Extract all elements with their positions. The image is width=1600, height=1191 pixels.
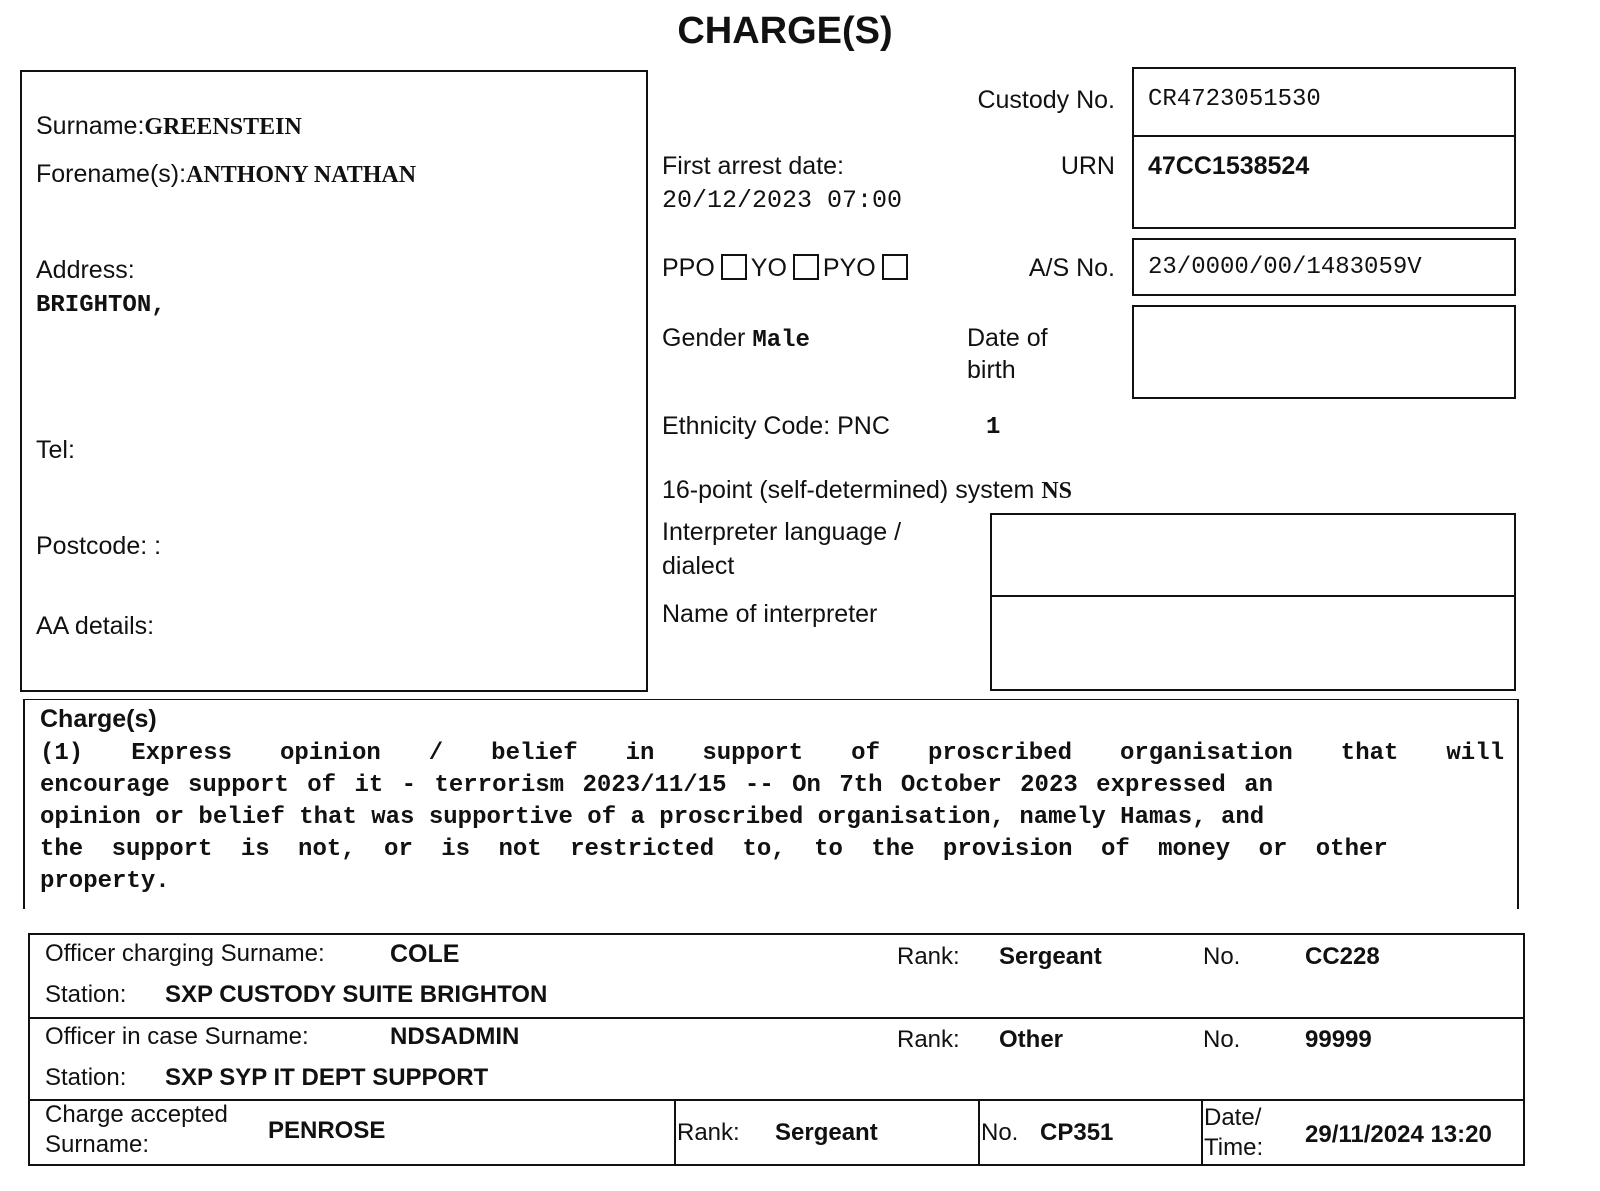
tel-label: Tel: (36, 436, 75, 464)
custody-no-label: Custody No. (977, 86, 1115, 114)
divider (1201, 1099, 1203, 1166)
accepted-no-label: No. (981, 1119, 1019, 1146)
forename-field (36, 160, 416, 189)
sixteen-point-field (662, 476, 1072, 505)
charging-station-label: Station: (45, 981, 127, 1008)
interpreter-name-box (990, 595, 1516, 691)
charge-line: the support is not, or is not restricted to, to the provision of money or other (40, 836, 1388, 863)
pyo-checkbox[interactable] (882, 254, 908, 280)
accepted-rank-label: Rank: (677, 1119, 740, 1146)
case-officer-label: Officer in case Surname: (45, 1023, 309, 1050)
ppo-checkbox[interactable] (721, 254, 747, 280)
first-arrest-value: 20/12/2023 07:00 (662, 186, 903, 215)
custody-no-value: CR4723051530 (1148, 86, 1321, 113)
charge-line: (1) Express opinion / belief in support of proscribed organisation that will (40, 740, 1504, 767)
gender-label: Gender (662, 324, 746, 352)
ppo-label: PPO (662, 254, 715, 282)
postcode-field (36, 532, 161, 561)
case-officer-surname: NDSADMIN (390, 1023, 520, 1050)
charging-rank: Sergeant (999, 943, 1102, 970)
ethnicity-label: Ethnicity Code: PNC (662, 412, 890, 440)
aa-details-label: AA details: (36, 612, 155, 640)
charge-line: opinion or belief that was supportive of a proscribed organisation, namely Hamas, and (40, 804, 1265, 831)
charging-rank-label: Rank: (897, 943, 960, 970)
as-no-value: 23/0000/00/1483059V (1148, 254, 1422, 281)
divider (674, 1099, 676, 1166)
interpreter-language-box (990, 513, 1516, 597)
address-label: Address: (36, 256, 135, 284)
charging-officer-surname: COLE (390, 940, 460, 968)
surname-field (36, 112, 302, 141)
gender-field (662, 324, 810, 354)
urn-label: URN (1060, 152, 1115, 180)
divider (28, 1017, 1525, 1019)
dob-label-2: birth (967, 356, 1016, 384)
case-no: 99999 (1305, 1026, 1372, 1053)
postcode-label: Postcode: (36, 532, 148, 560)
yo-label: YO (750, 254, 787, 282)
forename-value: ANTHONY NATHAN (186, 162, 417, 188)
dob-label-1: Date of (967, 324, 1048, 352)
divider (978, 1099, 980, 1166)
date-time-label-2: Time: (1204, 1134, 1264, 1161)
case-no-label: No. (1203, 1026, 1241, 1053)
charging-no: CC228 (1305, 943, 1380, 970)
charging-officer-label: Officer charging Surname: (45, 940, 325, 967)
urn-box (1132, 135, 1516, 229)
charge-line: property. (40, 868, 170, 895)
sixteen-point-value: NS (1041, 478, 1073, 504)
interpreter-language-label-1: Interpreter language / (662, 518, 902, 546)
interpreter-language-label-2: dialect (662, 552, 735, 580)
charges-heading: Charge(s) (40, 705, 157, 733)
page-title: CHARGE(S) (677, 10, 893, 52)
dob-box (1132, 305, 1516, 399)
date-time-label-1: Date/ (1204, 1104, 1262, 1131)
surname-value: GREENSTEIN (144, 114, 302, 140)
charge-line: encourage support of it - terrorism 2023/11/15 -- On 7th October 2023 expressed an (40, 772, 1273, 799)
ethnicity-value: 1 (986, 414, 1001, 441)
yo-checkbox[interactable] (793, 254, 819, 280)
address-value: BRIGHTON, (36, 292, 166, 319)
urn-value: 47CC1538524 (1148, 152, 1310, 180)
interpreter-name-label: Name of interpreter (662, 600, 878, 628)
postcode-value: : (154, 532, 162, 560)
offender-flags (662, 254, 912, 283)
accepted-rank: Sergeant (775, 1119, 878, 1146)
accepted-surname: PENROSE (268, 1117, 386, 1144)
forename-label: Forename(s): (36, 160, 187, 188)
surname-label: Surname: (36, 112, 145, 140)
gender-value: Male (752, 327, 810, 354)
pyo-label: PYO (822, 254, 876, 282)
date-time-value: 29/11/2024 13:20 (1305, 1121, 1492, 1148)
as-no-label: A/S No. (1028, 254, 1115, 282)
case-rank-label: Rank: (897, 1026, 960, 1053)
charging-no-label: No. (1203, 943, 1241, 970)
accepted-label-2: Surname: (45, 1131, 150, 1158)
case-station: SXP SYP IT DEPT SUPPORT (165, 1064, 489, 1091)
case-station-label: Station: (45, 1064, 127, 1091)
sixteen-point-label: 16-point (self-determined) system (662, 476, 1035, 504)
accepted-no: CP351 (1040, 1119, 1114, 1146)
divider (28, 1099, 1525, 1101)
first-arrest-label: First arrest date: (662, 152, 844, 180)
case-rank: Other (999, 1026, 1064, 1053)
accepted-label-1: Charge accepted (45, 1101, 228, 1128)
charges-text (40, 738, 1504, 898)
charging-station: SXP CUSTODY SUITE BRIGHTON (165, 981, 548, 1008)
